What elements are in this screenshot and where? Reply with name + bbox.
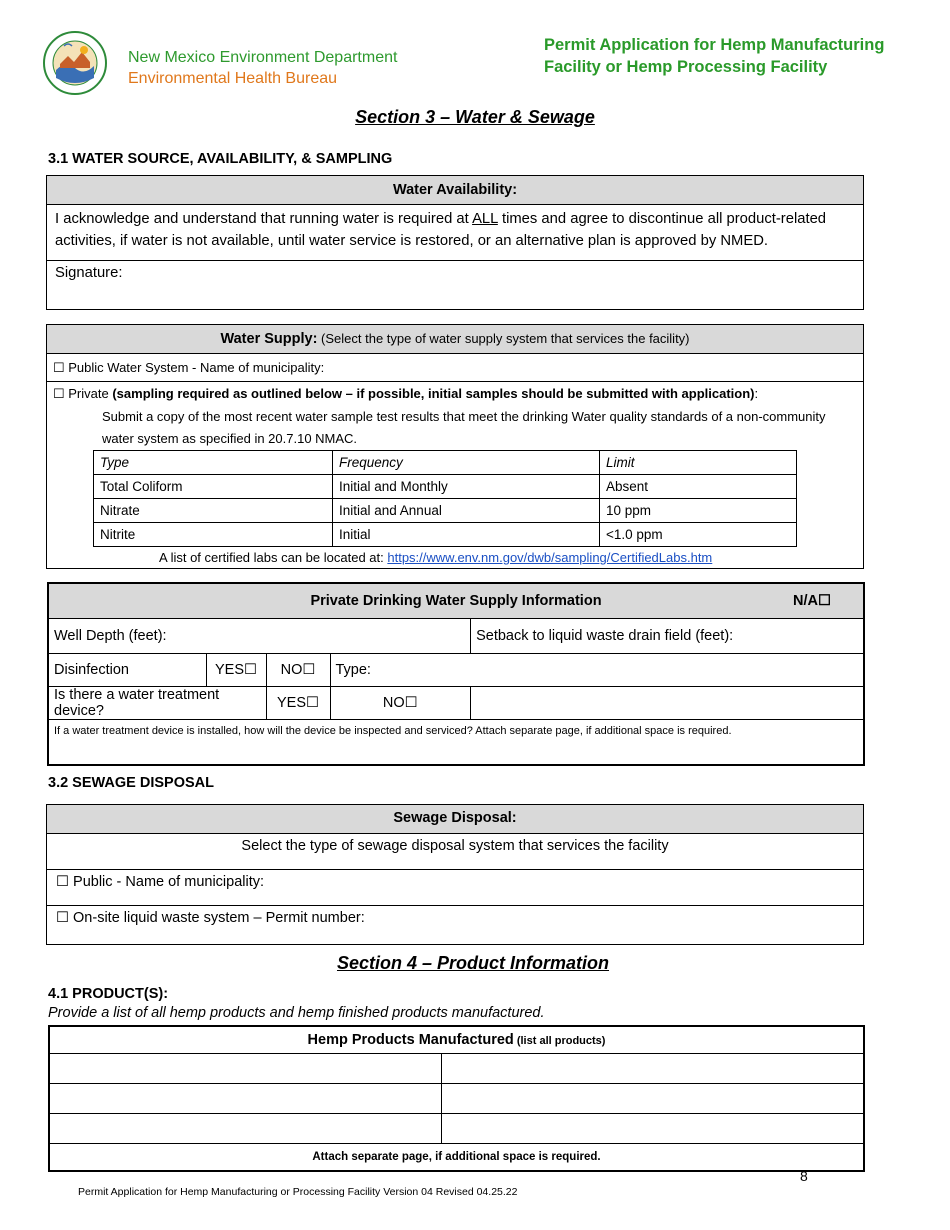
sewage-disposal-box: [46, 804, 864, 945]
sampling-table: [93, 450, 797, 547]
sewage-public-option[interactable]: ☐ Public - Name of municipality:: [47, 870, 863, 906]
private-option-suffix: :: [754, 386, 759, 401]
water-availability-statement: [47, 205, 863, 261]
col-type: Type: [94, 451, 333, 475]
products-footer-row: [49, 1144, 864, 1172]
well-row: [48, 618, 864, 653]
products-header-note: (list all products): [513, 1035, 606, 1047]
disinfection-yes-checkbox[interactable]: YES☐: [206, 653, 266, 686]
cell-type: Total Coliform: [94, 475, 333, 499]
disinfection-type-field[interactable]: Type:: [330, 653, 864, 686]
products-footer-note: Attach separate page, if additional space is required.: [49, 1144, 864, 1172]
document-title-line1: Permit Application for Hemp Manufacturing: [544, 36, 885, 54]
table-row: [94, 523, 797, 547]
bureau-name: Environmental Health Bureau: [128, 70, 338, 87]
certified-labs-line: [159, 550, 857, 565]
setback-field[interactable]: Setback to liquid waste drain field (feet):: [471, 618, 864, 653]
treatment-no-checkbox[interactable]: NO☐: [330, 686, 471, 719]
product-cell[interactable]: [49, 1114, 442, 1144]
private-info-header-row: [48, 583, 864, 618]
product-cell[interactable]: [442, 1084, 865, 1114]
water-availability-header: Water Availability:: [47, 176, 863, 205]
statement-part-a: I acknowledge and understand that running water is required at: [55, 211, 473, 227]
hemp-products-table: [48, 1025, 865, 1172]
inspection-note-field[interactable]: If a water treatment device is installed, how will the device be inspected and serviced? Attach separate page, if additional space is required.: [48, 719, 864, 765]
cell-limit: 10 ppm: [600, 499, 797, 523]
public-water-system-option[interactable]: ☐ Public Water System - Name of municipality:: [47, 354, 863, 382]
cell-frequency: Initial and Annual: [333, 499, 600, 523]
col-frequency: Frequency: [333, 451, 600, 475]
section31-heading: 3.1 WATER SOURCE, AVAILABILITY, & SAMPLING: [48, 151, 393, 167]
private-info-header-label: Private Drinking Water Supply Information: [310, 592, 602, 609]
table-row: [94, 499, 797, 523]
products-header-label: Hemp Products Manufactured: [307, 1032, 514, 1048]
cell-type: Nitrate: [94, 499, 333, 523]
disinfection-no-checkbox[interactable]: NO☐: [266, 653, 330, 686]
signature-field[interactable]: [47, 261, 863, 309]
sewage-disposal-header: Sewage Disposal:: [47, 805, 863, 834]
product-cell[interactable]: [49, 1084, 442, 1114]
water-availability-box: [46, 175, 864, 310]
product-cell[interactable]: [49, 1054, 442, 1084]
treatment-device-question: Is there a water treatment device?: [48, 686, 266, 719]
treatment-yes-checkbox[interactable]: YES☐: [266, 686, 330, 719]
product-cell[interactable]: [442, 1054, 865, 1084]
statement-part-b: times and agree to discontinue all product-related activities, if water is not available, until water service is restored, or an alternative plan is approved by NMED.: [55, 211, 827, 249]
cell-type: Nitrite: [94, 523, 333, 547]
sewage-onsite-option[interactable]: ☐ On-site liquid waste system – Permit number:: [56, 910, 365, 926]
table-row: [94, 475, 797, 499]
page-number: 8: [800, 1168, 808, 1184]
private-option-note: (sampling required as outlined below – if possible, initial samples should be submitted with application): [112, 386, 755, 401]
private-option-label: ☐ Private: [53, 386, 113, 401]
disinfection-row: [48, 653, 864, 686]
section32-heading: 3.2 SEWAGE DISPOSAL: [48, 775, 214, 791]
certified-labs-text: A list of certified labs can be located at:: [159, 550, 388, 565]
nmed-logo: [42, 30, 108, 96]
inspection-row: [48, 719, 864, 765]
signature-label: Signature:: [55, 265, 123, 281]
table-row: [49, 1084, 864, 1114]
water-supply-header-label: Water Supply:: [220, 331, 318, 347]
section41-instructions: Provide a list of all hemp products and hemp finished products manufactured.: [48, 1005, 545, 1021]
private-info-header: [48, 583, 864, 618]
treatment-device-row: [48, 686, 864, 719]
document-title: [544, 34, 884, 78]
sampling-table-header: [94, 451, 797, 475]
table-row: [49, 1114, 864, 1144]
org-name: New Mexico Environment Department: [128, 49, 398, 66]
footer-version: Permit Application for Hemp Manufacturing or Processing Facility Version 04 Revised 04.25.22: [78, 1186, 518, 1198]
water-supply-header: [47, 325, 863, 354]
document-title-line2: Facility or Hemp Processing Facility: [544, 58, 828, 76]
private-water-option: [47, 382, 863, 565]
certified-labs-link[interactable]: https://www.env.nm.gov/dwb/sampling/CertifiedLabs.htm: [387, 550, 713, 565]
cell-limit: Absent: [600, 475, 797, 499]
treatment-detail-field[interactable]: [471, 686, 864, 719]
private-water-instructions: Submit a copy of the most recent water sample test results that meet the drinking Water quality standards of a non-community water system as specified in 20.7.10 NMAC.: [102, 409, 826, 446]
table-row: [49, 1054, 864, 1084]
cell-limit: <1.0 ppm: [600, 523, 797, 547]
col-limit: Limit: [600, 451, 797, 475]
section41-heading: 4.1 PRODUCT(S):: [48, 986, 169, 1002]
private-water-checkbox-line[interactable]: [53, 386, 857, 402]
statement-all: ALL: [472, 211, 498, 227]
products-header: [49, 1026, 864, 1054]
water-supply-header-note: (Select the type of water supply system that services the facility): [317, 331, 690, 346]
cell-frequency: Initial and Monthly: [333, 475, 600, 499]
disinfection-label: Disinfection: [48, 653, 206, 686]
na-checkbox[interactable]: N/A☐: [793, 593, 831, 609]
private-drinking-water-table: [47, 582, 865, 766]
sewage-select-instructions: Select the type of sewage disposal system that services the facility: [47, 834, 863, 870]
product-cell[interactable]: [442, 1114, 865, 1144]
well-depth-field[interactable]: Well Depth (feet):: [48, 618, 471, 653]
products-header-row: [49, 1026, 864, 1054]
section3-title: Section 3 – Water & Sewage: [355, 107, 595, 127]
cell-frequency: Initial: [333, 523, 600, 547]
water-supply-box: [46, 324, 864, 569]
section4-title: Section 4 – Product Information: [336, 953, 610, 973]
